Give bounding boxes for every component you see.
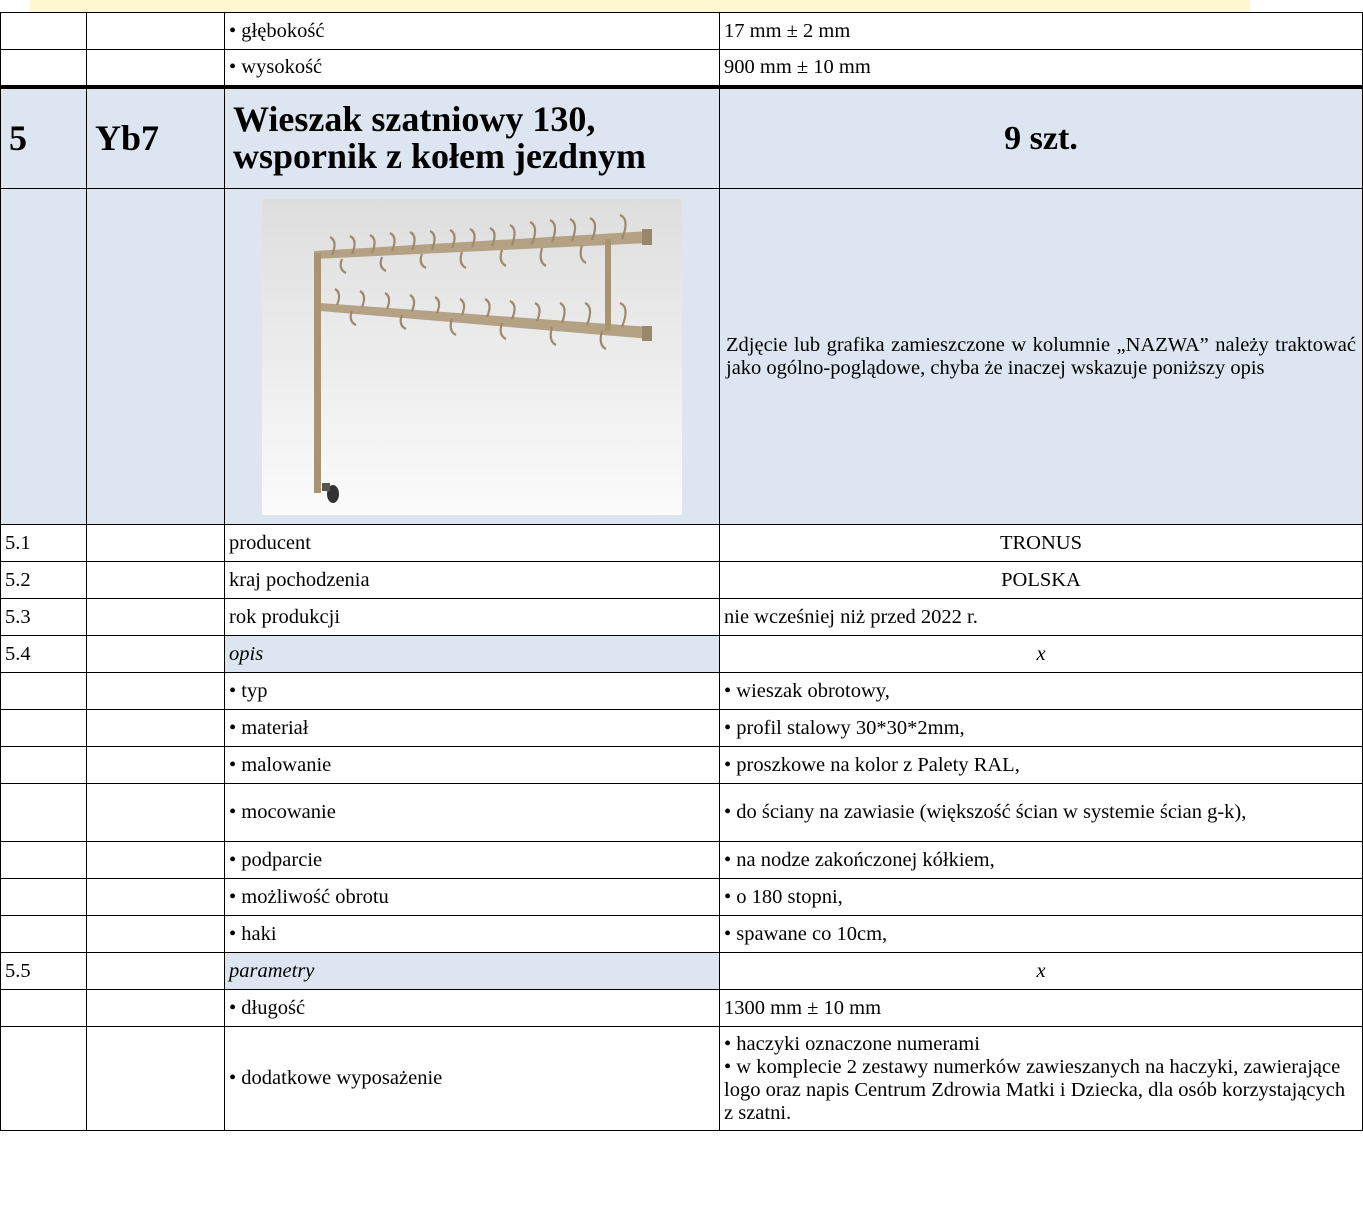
coat-rack-image [262, 199, 682, 515]
section-label: opis [225, 636, 720, 673]
table-row [1, 916, 1363, 953]
cell-empty [1, 990, 87, 1027]
row-number: 5.4 [1, 636, 87, 673]
table-row [1, 784, 1363, 842]
table-row [1, 710, 1363, 747]
table-row [1, 525, 1363, 562]
row-value: nie wcześniej niż przed 2022 r. [720, 599, 1363, 636]
cell-empty [87, 599, 225, 636]
table-row [1, 13, 1363, 50]
table-row [1, 50, 1363, 87]
cell-empty [1, 784, 87, 842]
row-label: • głębokość [225, 13, 720, 50]
row-label: • malowanie [225, 747, 720, 784]
row-label: • dodatkowe wyposażenie [225, 1027, 720, 1131]
table-row [1, 562, 1363, 599]
item-name: Wieszak szatniowy 130, wspornik z kołem jezdnym [225, 87, 720, 189]
cell-empty [87, 13, 225, 50]
cell-empty [87, 747, 225, 784]
row-value: • do ściany na zawiasie (większość ścian w systemie ścian g-k), [720, 784, 1363, 842]
section-label: parametry [225, 953, 720, 990]
table-row [1, 1027, 1363, 1131]
row-number: 5.2 [1, 562, 87, 599]
row-value: 17 mm ± 2 mm [720, 13, 1363, 50]
section-value: x [720, 953, 1363, 990]
row-label: producent [225, 525, 720, 562]
row-value: TRONUS [720, 525, 1363, 562]
cell-empty [87, 189, 225, 525]
extra-line-2: • w komplecie 2 zestawy numerków zawieszanych na haczyki, zawierające logo oraz napis Centrum Zdrowia Matki i Dziecka, dla osób korzystających z szatni. [724, 1055, 1346, 1124]
row-value: 1300 mm ± 10 mm [720, 990, 1363, 1027]
image-row [1, 189, 1363, 525]
item-header-row [1, 87, 1363, 189]
row-value: • spawane co 10cm, [720, 916, 1363, 953]
cell-empty [87, 990, 225, 1027]
cell-empty [87, 710, 225, 747]
row-label: • materiał [225, 710, 720, 747]
row-number: 5.5 [1, 953, 87, 990]
cell-empty [87, 1027, 225, 1131]
item-quantity: 9 szt. [720, 87, 1363, 189]
product-image-cell [225, 189, 720, 525]
cell-empty [87, 525, 225, 562]
section-row-parametry [1, 953, 1363, 990]
cell-empty [1, 916, 87, 953]
item-number: 5 [1, 87, 87, 189]
cell-empty [87, 842, 225, 879]
cell-empty [87, 636, 225, 673]
cell-empty [1, 673, 87, 710]
table-row [1, 842, 1363, 879]
section-value: x [720, 636, 1363, 673]
cell-empty [87, 953, 225, 990]
table-row [1, 747, 1363, 784]
spec-table [0, 12, 1363, 1131]
image-disclaimer: Zdjęcie lub grafika zamieszczone w kolumnie „NAZWA” należy traktować jako ogólno-poglądowe, chyba że inaczej wskazuje poniższy opis [720, 189, 1363, 525]
row-label: • typ [225, 673, 720, 710]
cell-empty [1, 13, 87, 50]
cell-empty [1, 1027, 87, 1131]
row-value-multiline [720, 1027, 1363, 1131]
extra-line-1: • haczyki oznaczone numerami [724, 1032, 980, 1055]
cell-empty [87, 916, 225, 953]
row-label: • wysokość [225, 50, 720, 87]
item-code: Yb7 [87, 87, 225, 189]
row-label: • mocowanie [225, 784, 720, 842]
top-highlight-band [30, 0, 1250, 12]
cell-empty [1, 189, 87, 525]
row-label: rok produkcji [225, 599, 720, 636]
cell-empty [1, 50, 87, 87]
row-label: • możliwość obrotu [225, 879, 720, 916]
row-number: 5.3 [1, 599, 87, 636]
cell-empty [87, 673, 225, 710]
cell-empty [87, 50, 225, 87]
row-value: • o 180 stopni, [720, 879, 1363, 916]
row-label: • długość [225, 990, 720, 1027]
table-row [1, 879, 1363, 916]
row-label: kraj pochodzenia [225, 562, 720, 599]
row-label: • podparcie [225, 842, 720, 879]
cell-empty [1, 879, 87, 916]
cell-empty [87, 784, 225, 842]
row-value: • na nodze zakończonej kółkiem, [720, 842, 1363, 879]
cell-empty [1, 842, 87, 879]
cell-empty [87, 879, 225, 916]
row-value: • wieszak obrotowy, [720, 673, 1363, 710]
table-row [1, 599, 1363, 636]
section-row-opis [1, 636, 1363, 673]
row-value: • profil stalowy 30*30*2mm, [720, 710, 1363, 747]
row-value: • proszkowe na kolor z Palety RAL, [720, 747, 1363, 784]
row-number: 5.1 [1, 525, 87, 562]
row-label: • haki [225, 916, 720, 953]
row-value: POLSKA [720, 562, 1363, 599]
cell-empty [1, 747, 87, 784]
cell-empty [1, 710, 87, 747]
cell-empty [87, 562, 225, 599]
table-row [1, 990, 1363, 1027]
row-value: 900 mm ± 10 mm [720, 50, 1363, 87]
table-row [1, 673, 1363, 710]
